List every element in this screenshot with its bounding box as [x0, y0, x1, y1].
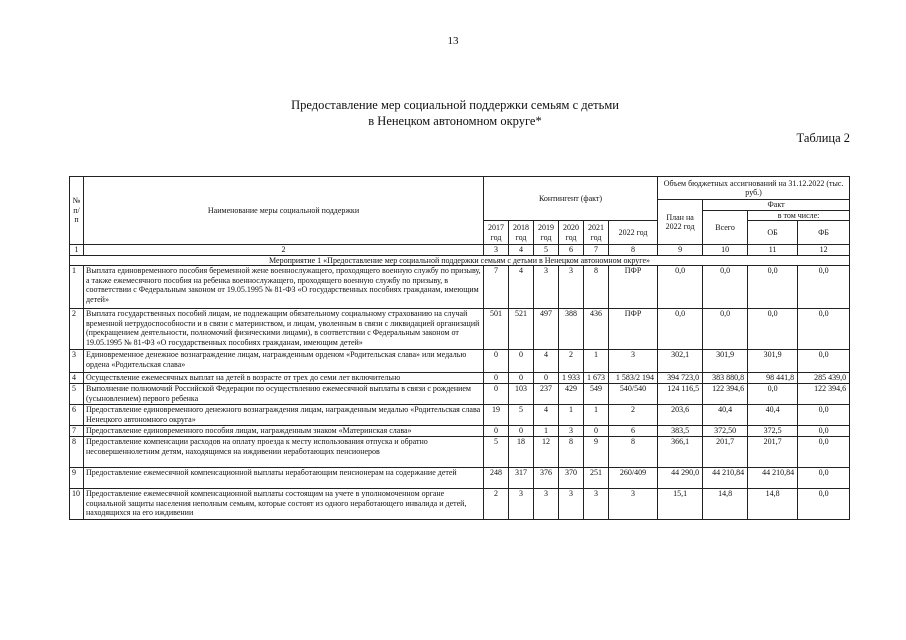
cell-2018: 521 [509, 309, 534, 350]
cell-ob: 301,9 [748, 350, 798, 373]
cell-2019: 12 [534, 437, 559, 468]
col-number: 11 [748, 245, 798, 256]
header-year-2022: 2022 год [609, 221, 658, 245]
cell-fb: 0,0 [798, 489, 850, 520]
row-num: 9 [70, 468, 84, 489]
cell-fb: 122 394,6 [798, 384, 850, 405]
cell-2018: 4 [509, 266, 534, 309]
cell-2022: 1 583/2 194 [609, 373, 658, 384]
cell-total: 372,50 [703, 426, 748, 437]
row-description: Осуществление ежемесячных выплат на детей в возрасте от трех до семи лет включительно [84, 373, 484, 384]
cell-2017: 7 [484, 266, 509, 309]
cell-2020: 3 [559, 266, 584, 309]
cell-total: 40,4 [703, 405, 748, 426]
cell-2017: 501 [484, 309, 509, 350]
col-number: 10 [703, 245, 748, 256]
header-year-2021: 2021 год [584, 221, 609, 245]
col-number: 2 [84, 245, 484, 256]
cell-2022: 8 [609, 437, 658, 468]
cell-fb: 0,0 [798, 437, 850, 468]
cell-total: 0,0 [703, 266, 748, 309]
cell-2017: 0 [484, 426, 509, 437]
cell-total: 301,9 [703, 350, 748, 373]
title-line-1: Предоставление мер социальной поддержки семьям с детьми [291, 98, 619, 112]
cell-ob: 0,0 [748, 384, 798, 405]
row-description: Предоставление единовременного пособия лицам, награжденным знаком «Материнская слава» [84, 426, 484, 437]
cell-fb: 0,0 [798, 350, 850, 373]
cell-2019: 4 [534, 350, 559, 373]
cell-plan: 366,1 [658, 437, 703, 468]
cell-2020: 3 [559, 489, 584, 520]
cell-ob: 372,5 [748, 426, 798, 437]
cell-2020: 8 [559, 437, 584, 468]
cell-fb: 0,0 [798, 266, 850, 309]
cell-2022: ПФР [609, 309, 658, 350]
cell-2017: 0 [484, 373, 509, 384]
cell-2021: 436 [584, 309, 609, 350]
cell-fb: 0,0 [798, 309, 850, 350]
cell-ob: 44 210,84 [748, 468, 798, 489]
header-total: Всего [703, 210, 748, 245]
row-description: Предоставление компенсации расходов на оплату проезда к месту использования отпуска и обратно несовершеннолетним детям, находящимся на иждивении неработающих пенсионеров [84, 437, 484, 468]
header-year-2019: 2019 год [534, 221, 559, 245]
cell-ob: 0,0 [748, 309, 798, 350]
document-title [160, 97, 750, 129]
cell-plan: 383,5 [658, 426, 703, 437]
cell-2019: 4 [534, 405, 559, 426]
cell-2022: 3 [609, 350, 658, 373]
cell-2017: 0 [484, 384, 509, 405]
cell-2017: 0 [484, 350, 509, 373]
cell-2020: 1 [559, 405, 584, 426]
col-number: 4 [509, 245, 534, 256]
cell-plan: 0,0 [658, 309, 703, 350]
table-label: Таблица 2 [796, 131, 850, 145]
header-year-2018: 2018 год [509, 221, 534, 245]
cell-2019: 237 [534, 384, 559, 405]
table-row [70, 373, 850, 384]
col-number: 12 [798, 245, 850, 256]
cell-2022: 3 [609, 489, 658, 520]
table-row [70, 426, 850, 437]
cell-2017: 248 [484, 468, 509, 489]
row-num: 6 [70, 405, 84, 426]
header-budget: Объем бюджетных ассигнований на 31.12.2022 (тыс. руб.) [658, 177, 850, 200]
row-description: Выплата государственных пособий лицам, не подлежащим обязательному социальному страхованию на случай временной нетрудоспособности и в связи с материнством, и лицам, уволенным в связи с ликвидацией организаций (прекращением деятельности, полномочий физическими лицами), в соответствии с Федеральным законом от 19.05.1995 № 81-ФЗ «О государственных пособиях гражданам, имеющим детей» [84, 309, 484, 350]
col-number: 7 [584, 245, 609, 256]
cell-total: 201,7 [703, 437, 748, 468]
col-number: 1 [70, 245, 84, 256]
cell-2020: 429 [559, 384, 584, 405]
cell-2018: 5 [509, 405, 534, 426]
cell-ob: 201,7 [748, 437, 798, 468]
cell-fb: 0,0 [798, 426, 850, 437]
cell-2018: 18 [509, 437, 534, 468]
cell-2019: 3 [534, 489, 559, 520]
cell-total: 44 210,84 [703, 468, 748, 489]
col-number: 8 [609, 245, 658, 256]
cell-2021: 3 [584, 489, 609, 520]
cell-2020: 388 [559, 309, 584, 350]
col-number: 6 [559, 245, 584, 256]
cell-ob: 14,8 [748, 489, 798, 520]
table-row [70, 489, 850, 520]
cell-2018: 0 [509, 350, 534, 373]
cell-2022: 2 [609, 405, 658, 426]
cell-2020: 370 [559, 468, 584, 489]
title-line-2: в Ненецком автономном округе* [368, 114, 542, 128]
row-num: 2 [70, 309, 84, 350]
header-name: Наименование меры социальной поддержки [84, 177, 484, 245]
cell-plan: 394 723,0 [658, 373, 703, 384]
header-fb: ФБ [798, 221, 850, 245]
cell-fb: 0,0 [798, 468, 850, 489]
page-number: 13 [447, 35, 459, 47]
cell-2019: 3 [534, 266, 559, 309]
cell-2018: 3 [509, 489, 534, 520]
cell-2022: ПФР [609, 266, 658, 309]
cell-total: 122 394,6 [703, 384, 748, 405]
cell-ob: 0,0 [748, 266, 798, 309]
table-row [70, 405, 850, 426]
cell-ob: 40,4 [748, 405, 798, 426]
cell-2021: 1 673 [584, 373, 609, 384]
cell-fb: 285 439,0 [798, 373, 850, 384]
cell-2020: 3 [559, 426, 584, 437]
header-including: в том числе: [748, 210, 850, 221]
cell-2019: 1 [534, 426, 559, 437]
table-row [70, 384, 850, 405]
table-row [70, 437, 850, 468]
cell-ob: 98 441,8 [748, 373, 798, 384]
cell-2021: 1 [584, 350, 609, 373]
cell-2019: 376 [534, 468, 559, 489]
cell-2021: 0 [584, 426, 609, 437]
header-fact: Факт [703, 200, 850, 211]
cell-2020: 1 933 [559, 373, 584, 384]
cell-fb: 0,0 [798, 405, 850, 426]
cell-2019: 0 [534, 373, 559, 384]
cell-2017: 5 [484, 437, 509, 468]
row-description: Выполнение полномочий Российской Федерации по осуществлению ежемесячной выплаты в связи с рождением (усыновлением) первого ребенка [84, 384, 484, 405]
row-description: Выплата единовременного пособия беременной жене военнослужащего, проходящего военную службу по призыву, а также ежемесячного пособия на ребенка военнослужащего, проходящего военную службу по призыву, в соответствии с Федеральным законом от 19.05.1995 № 81-ФЗ «О государственных пособиях гражданам, имеющим детей» [84, 266, 484, 309]
cell-2017: 19 [484, 405, 509, 426]
cell-total: 14,8 [703, 489, 748, 520]
cell-plan: 15,1 [658, 489, 703, 520]
col-number: 3 [484, 245, 509, 256]
measure-title: Мероприятие 1 «Предоставление мер социальной поддержки семьям с детьми в Ненецком автономном округе» [70, 255, 850, 266]
table-row [70, 350, 850, 373]
cell-plan: 44 290,0 [658, 468, 703, 489]
row-num: 3 [70, 350, 84, 373]
row-description: Единовременное денежное вознаграждение лицам, награжденным орденом «Родительская слава» или медалью ордена «Родительская слава» [84, 350, 484, 373]
cell-2021: 8 [584, 266, 609, 309]
support-measures-table [69, 176, 850, 520]
table-row [70, 266, 850, 309]
cell-plan: 0,0 [658, 266, 703, 309]
cell-2018: 0 [509, 426, 534, 437]
header-year-2020: 2020 год [559, 221, 584, 245]
cell-2021: 1 [584, 405, 609, 426]
row-num: 7 [70, 426, 84, 437]
row-num: 5 [70, 384, 84, 405]
cell-total: 383 880,8 [703, 373, 748, 384]
row-description: Предоставление единовременного денежного вознаграждения лицам, награжденным медалью «Родительская слава Ненецкого автономного округа» [84, 405, 484, 426]
cell-plan: 302,1 [658, 350, 703, 373]
cell-2021: 9 [584, 437, 609, 468]
cell-2022: 260/409 [609, 468, 658, 489]
header-ob: ОБ [748, 221, 798, 245]
table-row [70, 468, 850, 489]
cell-2022: 6 [609, 426, 658, 437]
cell-2018: 0 [509, 373, 534, 384]
cell-2022: 540/540 [609, 384, 658, 405]
cell-plan: 203,6 [658, 405, 703, 426]
cell-2020: 2 [559, 350, 584, 373]
cell-2021: 251 [584, 468, 609, 489]
col-number: 5 [534, 245, 559, 256]
row-num: 1 [70, 266, 84, 309]
row-description: Предоставление ежемесячной компенсационной выплаты состоящим на учете в уполномоченном органе социальной защиты населения неполным семьям, которые состоят из одного неработающего инвалида и детей, находящихся на его иждивении [84, 489, 484, 520]
cell-2017: 2 [484, 489, 509, 520]
cell-2018: 317 [509, 468, 534, 489]
header-num: № п/п [70, 177, 84, 245]
row-description: Предоставление ежемесячной компенсационной выплаты неработающим пенсионерам на содержание детей [84, 468, 484, 489]
cell-plan: 124 116,5 [658, 384, 703, 405]
header-year-2017: 2017 год [484, 221, 509, 245]
header-plan: План на 2022 год [658, 200, 703, 245]
cell-2019: 497 [534, 309, 559, 350]
cell-2018: 103 [509, 384, 534, 405]
row-num: 10 [70, 489, 84, 520]
cell-2021: 549 [584, 384, 609, 405]
row-num: 8 [70, 437, 84, 468]
col-number: 9 [658, 245, 703, 256]
cell-total: 0,0 [703, 309, 748, 350]
row-num: 4 [70, 373, 84, 384]
header-contingent: Контингент (факт) [484, 177, 658, 221]
table-row [70, 309, 850, 350]
